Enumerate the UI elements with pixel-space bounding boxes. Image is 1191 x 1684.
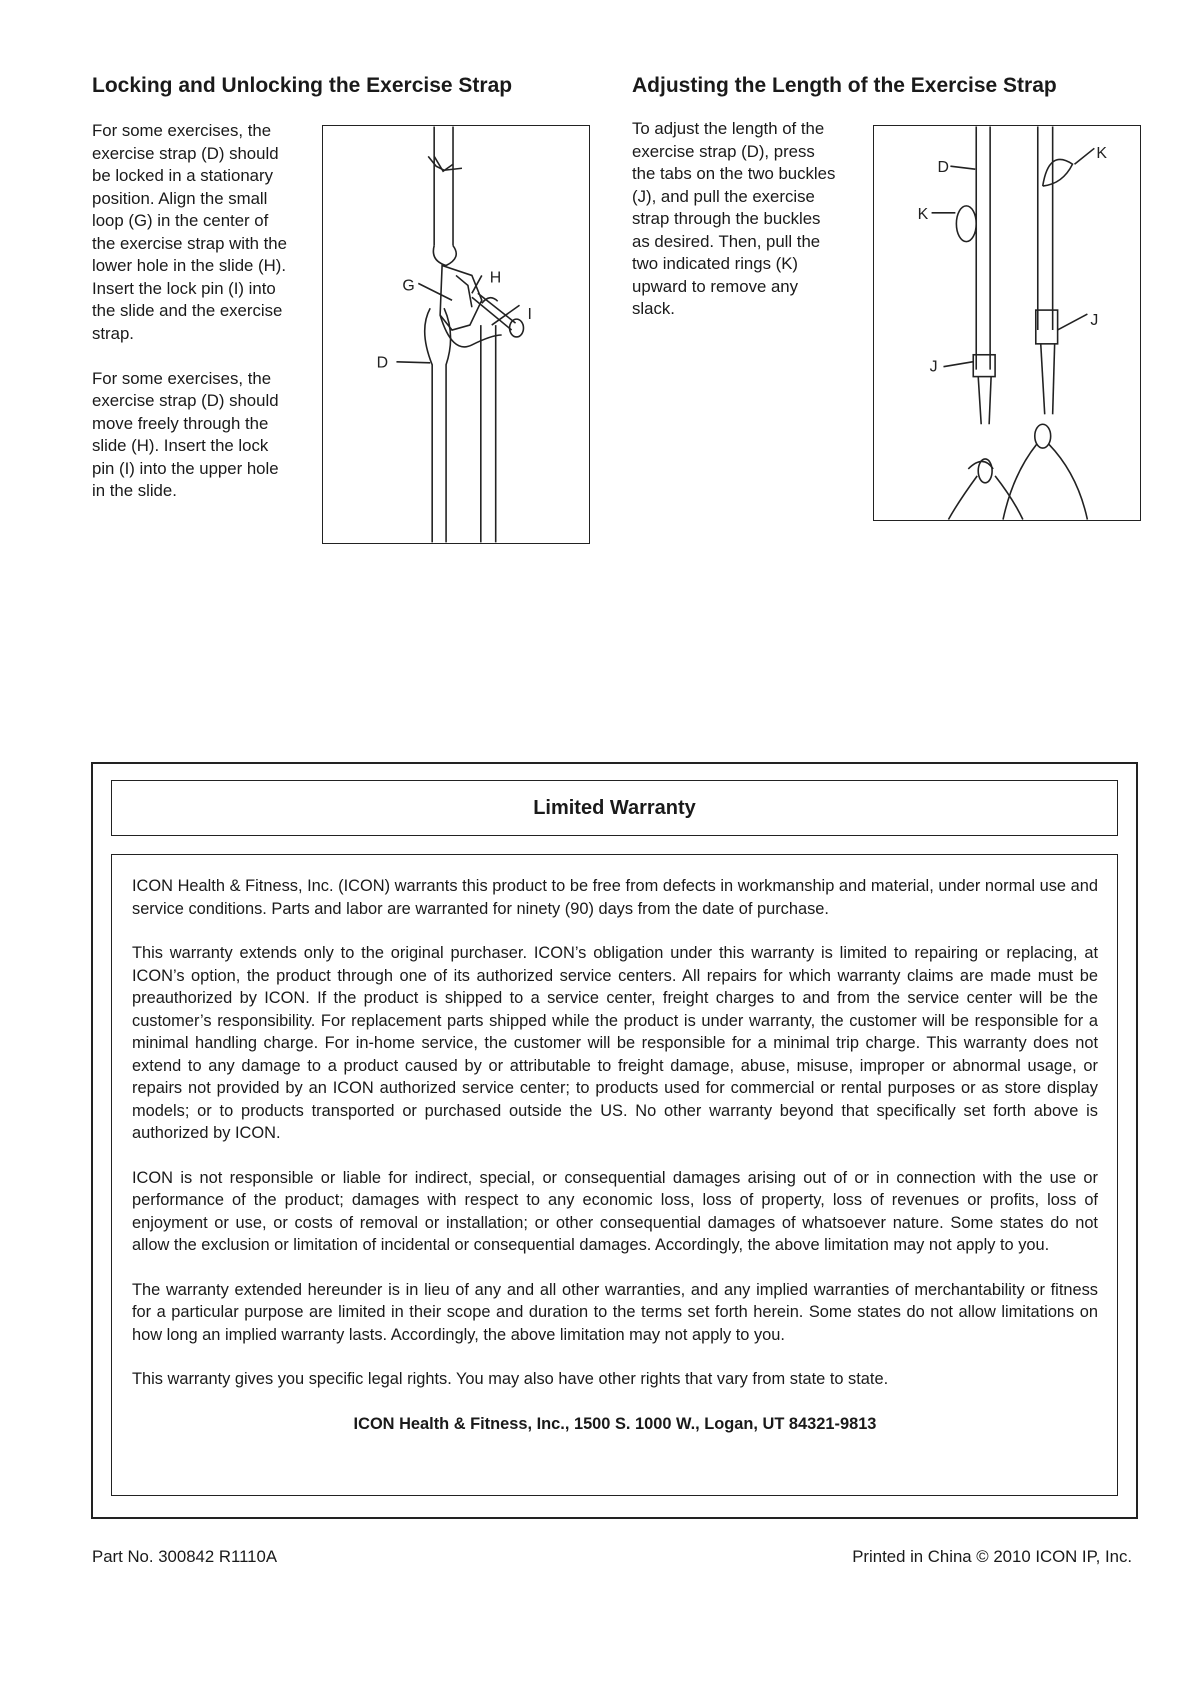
warranty-title: Limited Warranty [533,796,696,819]
strap-length-diagram [874,126,1140,520]
warranty-paragraph-3: ICON is not responsible or liable for indirect, special, or consequential damages arising out of or in connection with the use or performance of the product; damages with respect to any economic loss, loss of property, loss of revenues or profits, loss of enjoyment or use, or costs of removal or installation; or other consequential damages of whatsoever nature. Some states do not allow the exclusion or limitation of incidental or consequential damages. Accordingly, the above limitation may not apply to you. [132,1168,1098,1254]
warranty-address: ICON Health & Fitness, Inc., 1500 S. 1000 W., Logan, UT 84321-9813 [353,1414,877,1433]
warranty-title-box [111,780,1118,836]
label-g: G [402,277,415,295]
label-d: D [376,354,389,372]
warranty-paragraph-5: This warranty gives you specific legal rights. You may also have other rights that vary from state to state. [132,1370,889,1388]
left-section-title: Locking and Unlocking the Exercise Strap [92,74,513,97]
warranty-paragraph-4: The warranty extended hereunder is in lieu of any and all other warranties, and any implied warranties of merchantability or fitness for a particular purpose are limited in their scope and duration to the terms set forth herein. Some states do not allow limitations on how long an implied warranty lasts. Accordingly, the above limitation may not apply to you. [132,1280,1098,1344]
label-i: I [527,306,532,324]
left-section-text [92,120,292,503]
label-k-top: K [1096,145,1107,163]
label-d: D [937,159,949,177]
left-paragraph-2: For some exercises, the exercise strap (D) should move freely through the slide (H). Insert the lock pin (I) into the upper hole in the slide. [92,368,279,500]
right-section-title: Adjusting the Length of the Exercise Strap [632,74,1057,97]
label-h: H [489,269,502,287]
copyright-notice: Printed in China © 2010 ICON IP, Inc. [852,1547,1132,1566]
strap-length-figure [873,125,1141,521]
label-j-right: J [1090,311,1099,329]
lock-pin-figure [322,125,590,544]
warranty-paragraph-1: ICON Health & Fitness, Inc. (ICON) warrants this product to be free from defects in workmanship and material, under normal use and service conditions. Parts and labor are warranted for ninety (90) days from the date of purchase. [132,877,1098,918]
warranty-body [111,854,1118,1496]
right-section-text [632,118,837,321]
right-paragraph-1: To adjust the length of the exercise strap (D), press the tabs on the two buckles (J), and pull the exercise strap through the buckles as desired. Then, pull the two indicated rings (K) upward to remove any slack. [632,119,836,318]
warranty-paragraph-2: This warranty extends only to the original purchaser. ICON’s obligation under this warranty is limited to repairing or replacing, at ICON’s option, the product through one of its authorized service centers. All repairs for which warranty claims are made must be preauthorized by ICON. If the product is shipped to a service center, freight charges to and from the service center will be the customer’s responsibility. For replacement parts shipped while the product is under warranty, the customer will be responsible for a minimal handling charge. For in-home service, the customer will be responsible for a minimal trip charge. This warranty does not extend to any damage to a product caused by or attributable to freight damage, abuse, misuse, improper or abnormal usage, or repairs not provided by an ICON authorized service center; to products used for commercial or rental purposes or as store display models; or to products transported or purchased outside the US. No other warranty beyond that specifically set forth above is authorized by ICON. [132,944,1098,1142]
left-paragraph-1: For some exercises, the exercise strap (D) should be locked in a stationary position. Align the small loop (G) in the center of the exercise strap with the lower hole in the slide (H). Insert the lock pin (I) into the slide and the exercise strap. [92,121,287,343]
label-k-left: K [917,205,929,223]
part-number: Part No. 300842 R1110A [92,1547,278,1566]
lock-pin-diagram [323,126,589,543]
label-j-left: J [929,358,938,376]
